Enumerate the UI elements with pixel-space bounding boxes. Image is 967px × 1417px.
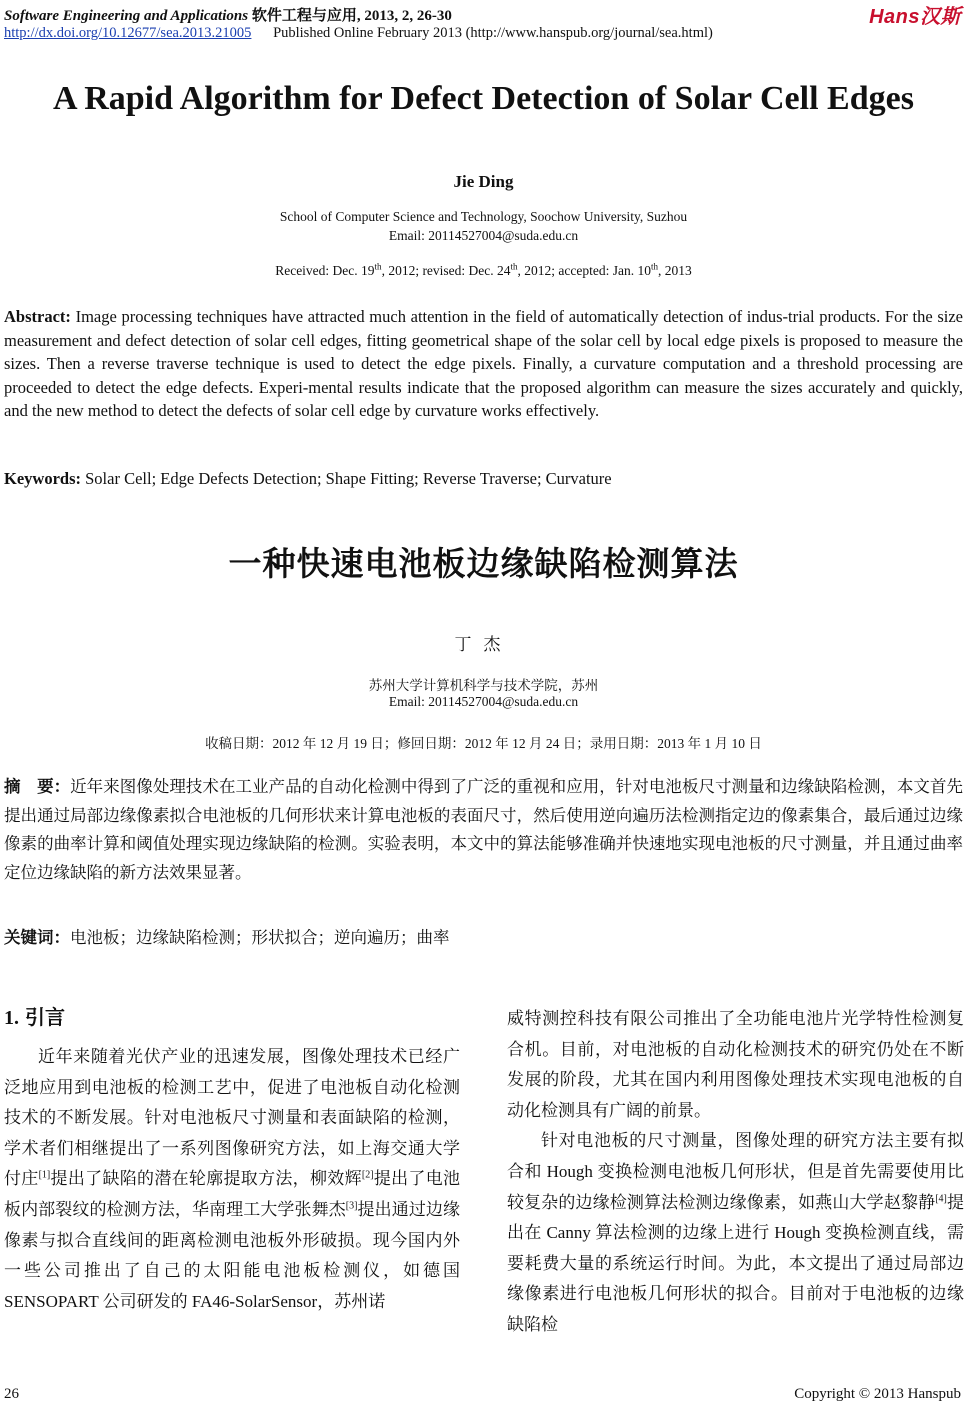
abstract-en bbox=[4, 305, 963, 423]
section-heading bbox=[4, 1001, 65, 1030]
paper-title-en: A Rapid Algorithm for Defect Detection of Solar Cell Edges bbox=[53, 80, 914, 117]
citation-ref[interactable]: [3] bbox=[345, 1200, 358, 1212]
doi-link[interactable]: http://dx.doi.org/10.12677/sea.2013.21005 bbox=[4, 25, 252, 41]
body-paragraph: 针对电池板的尺寸测量，图像处理的研究方法主要有拟合和 Hough 变换检测电池板几何形状，但是首先需要使用比较复杂的边缘检测算法检测边缘像素，如燕山大学赵黎静[4]提出在 Canny 算法检测的边缘上进行 Hough 变换检测直线，需要耗费大量的系统运行时间。为此，本文提出了通过局部边缘像素进行电池板几何形状的拟合。目前对于电池板的边缘缺陷检 bbox=[507, 1131, 965, 1334]
published-online: Published Online February 2013 (http://www.hanspub.org/journal/sea.html) bbox=[273, 25, 713, 41]
keywords-label-en: Keywords: bbox=[4, 469, 81, 488]
body-column-right bbox=[507, 1004, 964, 1341]
section-title: 引言 bbox=[25, 1005, 65, 1029]
keywords-text-en: Solar Cell; Edge Defects Detection; Shape Fitting; Reverse Traverse; Curvature bbox=[85, 469, 612, 488]
publication-line bbox=[4, 25, 713, 42]
received-dates-en: Received: Dec. 19th, 2012; revised: Dec. 24th, 2012; accepted: Jan. 10th, 2013 bbox=[275, 261, 692, 278]
body-paragraph: 威特测控科技有限公司推出了全功能电池片光学特性检测复合机。目前，对电池板的自动化检测技术的研究仍处在不断发展的阶段，尤其在国内利用图像处理技术实现电池板的自动化检测具有广阔的前景。 bbox=[507, 1009, 964, 1120]
journal-cn-name: 软件工程与应用, 2013, 2, 26-30 bbox=[251, 8, 452, 24]
email-cn: Email: 20114527004@suda.edu.cn bbox=[388, 694, 579, 709]
hans-logo: Hans汉斯 bbox=[869, 6, 961, 28]
keywords-text-cn: 电池板；边缘缺陷检测；形状拟合；逆向遍历；曲率 bbox=[70, 928, 450, 947]
body-column-left bbox=[4, 1042, 460, 1317]
paper-title-cn: 一种快速电池板边缘缺陷检测算法 bbox=[228, 544, 739, 583]
keywords-cn bbox=[4, 926, 963, 950]
abstract-text-cn: 近年来图像处理技术在工业产品的自动化检测中得到了广泛的重视和应用，针对电池板尺寸测量和边缘缺陷检测，本文首先提出通过局部边缘像素拟合电池板的几何形状来计算电池板的表面尺寸，然后使用逆向遍历法检测指定边的像素集合，最后通过边缘像素的曲率计算和阈值处理实现边缘缺陷的检测。实验表明，本文中的算法能够准确并快速地实现电池板的尺寸测量，并且通过曲率定位边缘缺陷的新方法效果显著。 bbox=[4, 777, 964, 882]
author-cn: 丁杰 bbox=[454, 635, 513, 654]
journal-name: Software Engineering and Applications bbox=[4, 8, 249, 24]
email-en: Email: 20114527004@suda.edu.cn bbox=[388, 228, 579, 243]
author-en: Jie Ding bbox=[453, 172, 514, 191]
keywords-label-cn: 关键词： bbox=[4, 928, 70, 947]
citation-ref[interactable]: [4] bbox=[935, 1192, 947, 1204]
keywords-en bbox=[4, 467, 963, 491]
body-paragraph: 近年来随着光伏产业的迅速发展，图像处理技术已经广泛地应用到电池板的检测工艺中，促进了电池板自动化检测技术的不断发展。针对电池板尺寸测量和表面缺陷的检测，学术者们相继提出了一系列图像研究方法，如上海交通大学付庄[1]提出了缺陷的潜在轮廓提取方法，柳效辉[2]提出了电池板内部裂纹的检测方法，华南理工大学张舞杰[3]提出通过边缘像素与拟合直线间的距离检测电池板外形破损。现今国内外一些公司推出了自己的太阳能电池板检测仪，如德国 SENSOPART 公司研发的 FA46-SolarSensor，苏州诺 bbox=[4, 1047, 461, 1311]
abstract-label-en: Abstract: bbox=[4, 307, 71, 326]
abstract-label-cn: 摘 要： bbox=[4, 777, 71, 796]
section-number: 1. bbox=[4, 1007, 19, 1029]
abstract-cn bbox=[4, 773, 963, 887]
citation-ref[interactable]: [1] bbox=[38, 1169, 51, 1181]
copyright: Copyright © 2013 Hanspub bbox=[794, 1386, 961, 1402]
journal-header bbox=[4, 4, 452, 25]
affiliation-en: School of Computer Science and Technology, Soochow University, Suzhou bbox=[279, 209, 688, 224]
citation-ref[interactable]: [2] bbox=[361, 1169, 374, 1181]
page-number: 26 bbox=[4, 1386, 19, 1402]
abstract-text-en: Image processing techniques have attracted much attention in the field of automatically detection of indus-trial products. For the size measurement and defect detection of solar cell edges, fitting geometrical shape of the solar cell by local edge pixels is proposed to measure the sizes. Then a reverse traverse technique is used to detect the edge pixels. Finally, a curvature computation and a threshold processing are proceeded to detect the edge defects. Experi-mental results indicate that the proposed algorithm can measure the sizes accurately and quickly, and the new method to detect the defects of solar cell edge by curvature works effectively. bbox=[4, 307, 963, 420]
received-dates-cn: 收稿日期：2012 年 12 月 19 日；修回日期：2012 年 12 月 24 日；录用日期：2013 年 1 月 10 日 bbox=[205, 736, 762, 751]
affiliation-cn: 苏州大学计算机科学与技术学院，苏州 bbox=[368, 678, 599, 693]
